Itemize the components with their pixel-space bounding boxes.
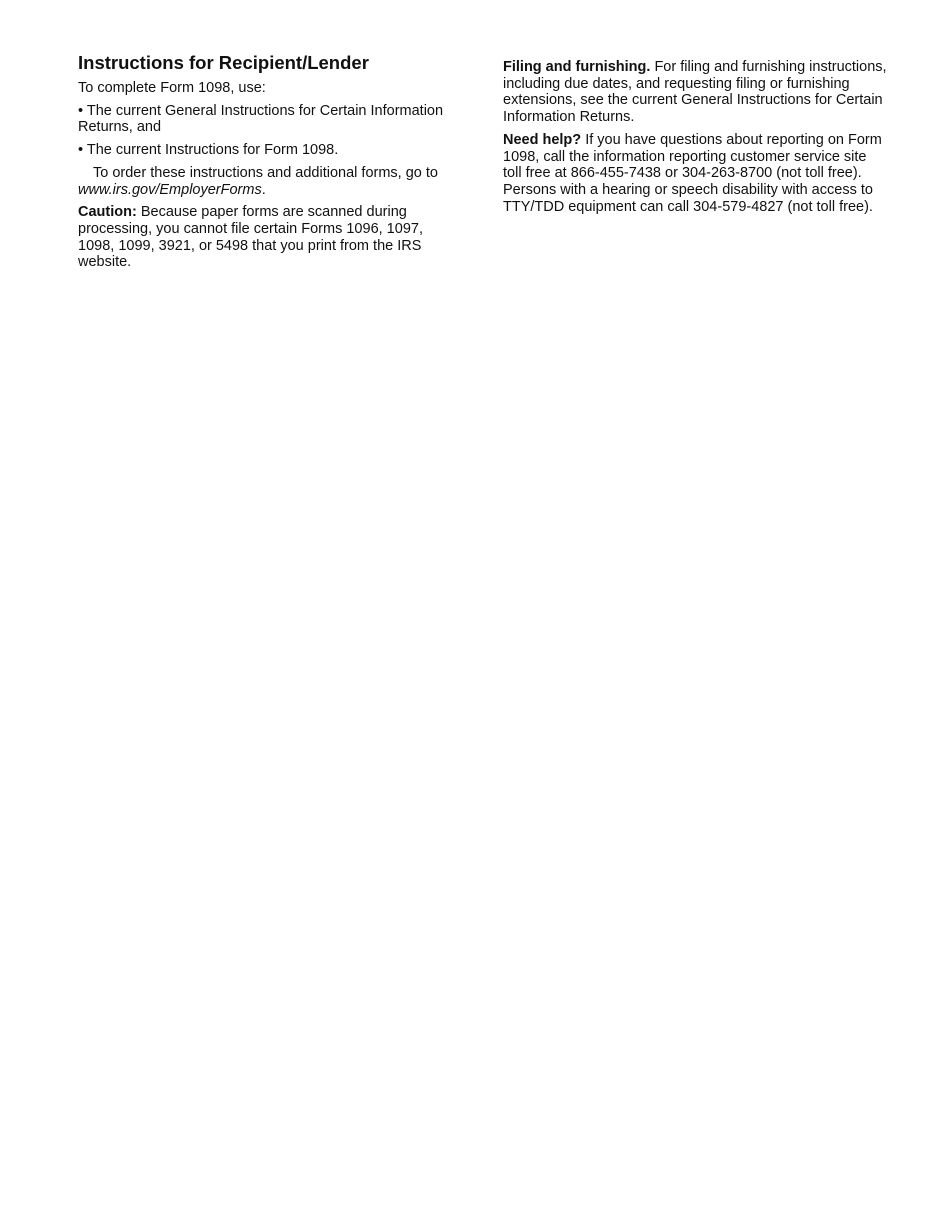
filing-label: Filing and furnishing.: [503, 59, 651, 75]
intro-paragraph: To complete Form 1098, use:: [78, 80, 266, 96]
right-column: [503, 59, 888, 221]
order-paragraph: [78, 165, 458, 198]
caution-text: Because paper forms are scanned during processing, you cannot file certain Forms 1096, 1097, 1098, 1099, 3921, or 5498 that you print from the IRS website.: [78, 204, 423, 271]
filing-text: For filing and furnishing instructions, including due dates, and requesting filing or furnishing extensions, see the current General Instructions for Certain Information Returns.: [503, 59, 887, 126]
caution-label: Caution:: [78, 204, 137, 221]
bullet-form-instructions: • The current Instructions for Form 1098.: [78, 142, 339, 159]
order-text: To order these instructions and additional forms, go to: [93, 164, 438, 181]
help-text: If you have questions about reporting on Form 1098, call the information reporting customer service site toll free at 866-455-7438 or 304-263-8700 (not toll free). Persons with a hearing or speech disability with access to TTY/TDD equipment can call 304-579-4827 (not toll free).: [503, 131, 882, 215]
caution-paragraph: [78, 204, 458, 271]
help-label: Need help?: [503, 131, 582, 148]
employer-forms-link[interactable]: www.irs.gov/EmployerForms: [78, 181, 262, 198]
bullet-general-instructions: • The current General Instructions for Certain Information Returns, and: [78, 102, 444, 136]
order-end: .: [261, 181, 266, 198]
filing-paragraph: [503, 59, 888, 126]
help-paragraph: [503, 132, 888, 216]
left-column: [78, 52, 458, 277]
section-heading: Instructions for Recipient/Lender: [78, 52, 369, 73]
